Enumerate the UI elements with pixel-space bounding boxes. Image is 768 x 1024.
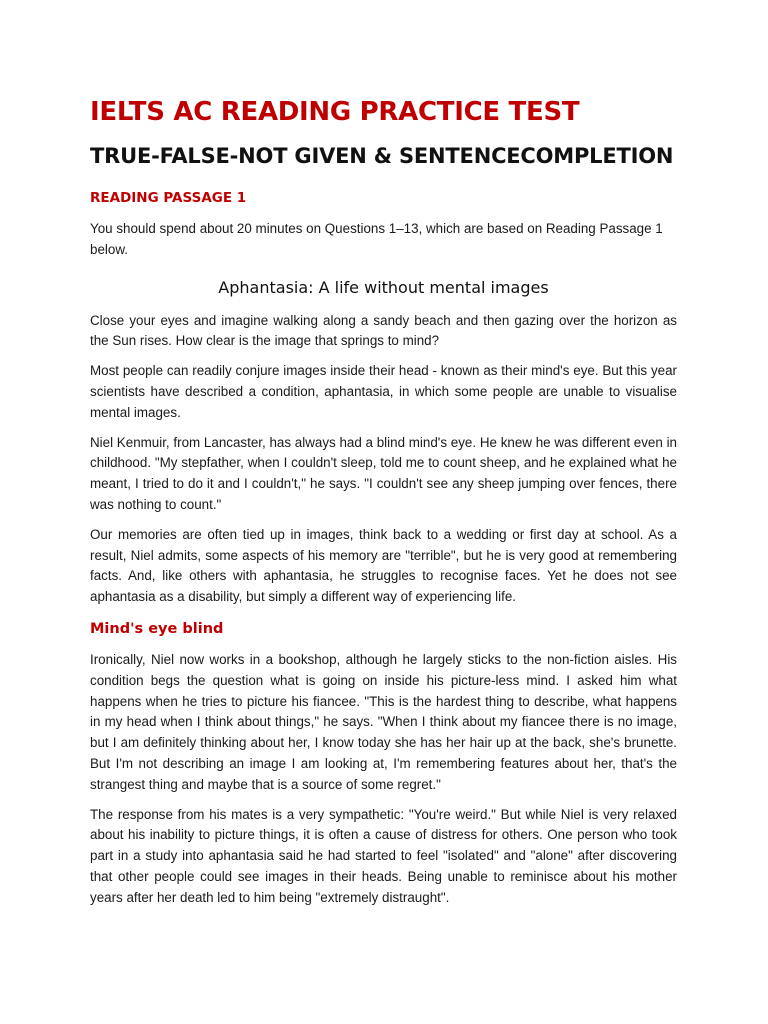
paragraph-section-2: The response from his mates is a very sympathetic: "You're weird." But while Niel is very relaxed about his inability to picture things, it is often a cause of distress for others. One person who took part in a study into aphantasia said he had started to feel "isolated" and "alone" after discovering that other people could see images in their heads. Being unable to reminisce about his mother years after her death led to him being "extremely distraught". — [90, 806, 677, 905]
paragraph-intro-2: Most people can readily conjure images inside their head - known as their mind's eye. But this year scientists have described a condition, aphantasia, in which some people are unable to visualise mental images. — [90, 363, 677, 420]
article-title: Aphantasia: A life without mental images — [218, 277, 549, 297]
instructions: You should spend about 20 minutes on Questions 1–13, which are based on Reading Passage 1 below. — [90, 221, 663, 257]
paragraph-section-1: Ironically, Niel now works in a bookshop, although he largely sticks to the non-fiction aisles. His condition begs the question what is going on inside his picture-less mind. I asked him what happens when he tries to picture his fiancee. "This is the hardest thing to describe, what happens in my head when I think about things," he says. "When I think about my fiancee there is no image, but I am definitely thinking about her, I know today she has her hair up at the back, she's brunette. But I'm not describing an image I am looking at, I'm remembering features about her, that's the strangest thing and maybe that is a source of some regret." — [90, 651, 677, 792]
main-title: IELTS AC READING PRACTICE TEST — [90, 97, 580, 127]
section-heading: Mind's eye blind — [90, 620, 224, 637]
paragraph-intro-4: Our memories are often tied up in images, think back to a wedding or first day at school. As a result, Niel admits, some aspects of his memory are "terrible", but he is very good at remembering facts. And, like others with aphantasia, he struggles to recognise faces. Yet he does not see aphantasia as a disability, but simply a different way of experiencing life. — [90, 526, 677, 605]
paragraph-intro-3: Niel Kenmuir, from Lancaster, has always had a blind mind's eye. He knew he was different even in childhood. "My stepfather, when I couldn't sleep, told me to count sheep, and he explained what he meant, I tried to do it and I couldn't," he says. "I couldn't see any sheep jumping over fences, there was nothing to count." — [90, 434, 677, 512]
document-page — [90, 92, 677, 909]
sub-title: TRUE-FALSE-NOT GIVEN & SENTENCECOMPLETION — [90, 144, 674, 168]
paragraph-intro-1: Close your eyes and imagine walking along a sandy beach and then gazing over the horizon as the Sun rises. How clear is the image that springs to mind? — [90, 312, 677, 349]
passage-label: READING PASSAGE 1 — [90, 190, 247, 206]
